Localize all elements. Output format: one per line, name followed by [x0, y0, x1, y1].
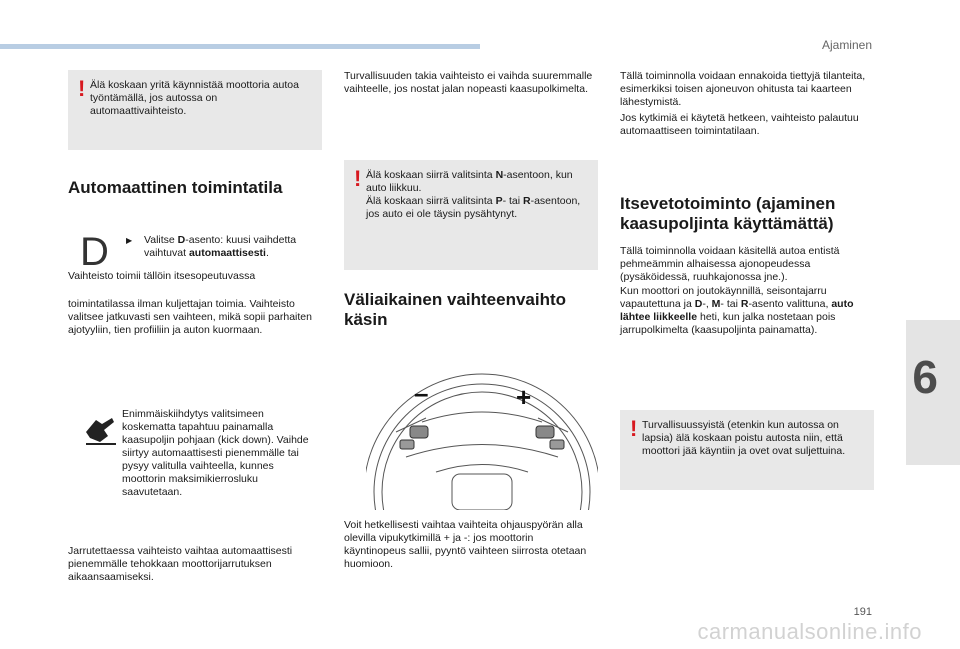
foot-pedal-icon	[82, 412, 118, 448]
chapter-number: 6	[912, 351, 938, 403]
paragraph-safety-intro: Turvallisuuden takia vaihteisto ei vaihda suuremmalle vaihteelle, jos nostat jalan nopeasti kaasupolkimelta.	[344, 70, 593, 95]
heading-manual-shift: Väliaikainen vaihteenvaihto käsin	[344, 290, 567, 329]
gear-d-symbol: D	[80, 230, 109, 274]
paragraph-paddles: Voit hetkellisesti vaihtaa vaihteita ohjauspyörän alla olevilla vipukytkimillä + ja -: jos moottorin käyntinopeus sallii, pyyntö vaihteen siirrosta otetaan huomioon.	[344, 519, 587, 570]
page-number: 191	[853, 606, 872, 618]
paragraph-adaptive-1: Vaihteisto toimii tällöin itsesopeutuvassa	[68, 270, 256, 282]
warning-box-children	[620, 410, 874, 490]
exclamation-icon: !	[354, 166, 362, 191]
paragraph-creep-2: Kun moottori on joutokäynnillä, seisontajarru vapautettuna ja D-, M- tai R-asento valittuna, auto lähtee liikkeelle heti, kun jalka nostetaan pois jarrupolkimelta (kaasupoljinta painamatta).	[620, 285, 854, 336]
bullet-select-d: Valitse D-asento: kuusi vaihdetta vaihtuvat automaattisesti.	[144, 234, 297, 259]
minus-label: –	[414, 378, 429, 408]
exclamation-icon: !	[78, 76, 86, 101]
paragraph-kickdown: Enimmäiskiihdytys valitsimeen koskematta tapahtuu painamalla kaasupoljin pohjaan (kick down). Vaihde siirtyy automaattisesti pienemmälle tai pysyy valitulla vaihteella, kunnes moottorin maksimikierrosluku saavutetaan.	[122, 408, 309, 498]
paragraph-creep-1: Tällä toiminnolla voidaan käsitellä autoa entistä pehmeämmin alhaisessa ajonopeudessa (pysäköidessä, ruuhkajonossa jne.).	[620, 245, 840, 283]
warning-text: Älä koskaan siirrä valitsinta N-asentoon, kun auto liikkuu. Älä koskaan siirrä valitsinta P- tai R-asentoon, jos auto ei ole täysin pysähtynyt.	[366, 169, 581, 220]
heading-creep-mode: Itsevetotoiminto (ajaminen kaasupoljinta käyttämättä)	[620, 194, 836, 233]
watermark: carmanualsonline.info	[697, 619, 922, 644]
paragraph-return-auto: Jos kytkimiä ei käytetä hetkeen, vaihteisto palautuu automaattiseen toimintatilaan.	[620, 112, 859, 137]
section-title: Ajaminen	[821, 38, 872, 52]
arrow-bullet-icon: ▶	[126, 236, 133, 245]
steering-wheel-paddles-illustration	[366, 362, 598, 510]
header-accent-bar	[0, 44, 480, 49]
paragraph-braking: Jarrutettaessa vaihteisto vaihtaa automaattisesti pienemmälle tehokkaan moottorijarrutuksen aikaansaamiseksi.	[68, 545, 293, 583]
plus-label: +	[516, 382, 532, 412]
warning-text: Älä koskaan yritä käynnistää moottoria autoa työntämällä, jos autossa on automaattivaihteisto.	[90, 79, 299, 117]
paragraph-adaptive-2: toimintatilassa ilman kuljettajan toimia. Vaihteisto valitsee jatkuvasti sen vaihteen, mikä sopii parhaiten ajotyyliin, tien profiiliin ja auton kuormaan.	[68, 298, 312, 336]
heading-automatic-mode: Automaattinen toimintatila	[68, 178, 283, 197]
warning-box-selector	[344, 160, 598, 270]
exclamation-icon: !	[630, 416, 638, 441]
warning-text: Turvallisuussyistä (etenkin kun autossa on lapsia) älä koskaan poistu autosta niin, että moottori jää käyntiin ja ovet ovat suljettuina.	[642, 419, 846, 457]
paragraph-anticipate: Tällä toiminnolla voidaan ennakoida tiettyjä tilanteita, esimerkiksi toisen ajoneuvon ohitusta tai kaarteen lähestymistä.	[620, 70, 866, 108]
warning-box-push-start	[68, 70, 322, 150]
